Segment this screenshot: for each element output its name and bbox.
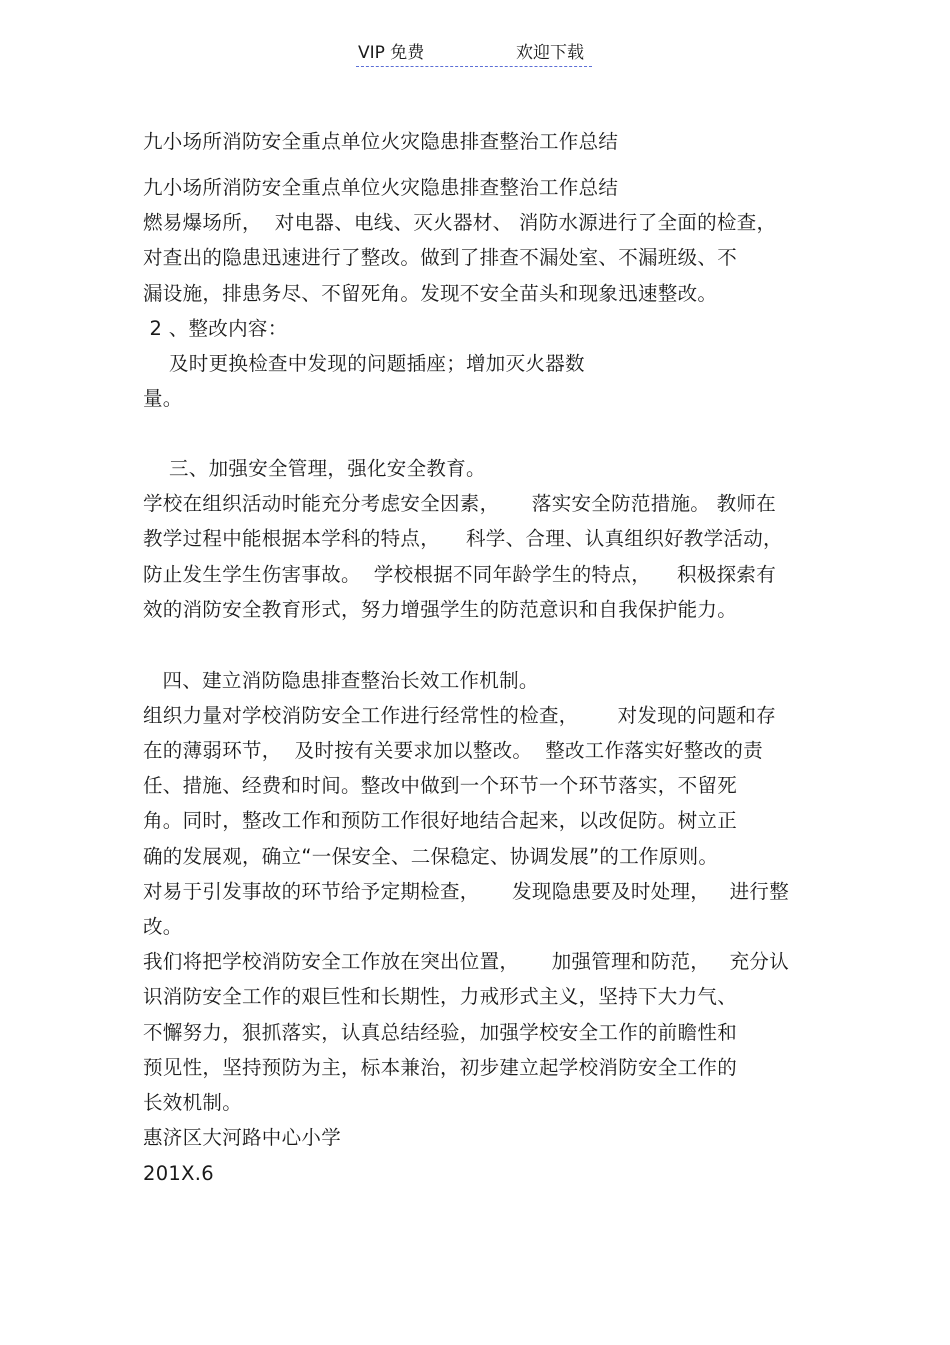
document-title: 九小场所消防安全重点单位火灾隐患排查整治工作总结 bbox=[143, 130, 619, 153]
page-header bbox=[356, 42, 592, 67]
paragraph-line: 改。 bbox=[143, 915, 183, 938]
paragraph-line: 确的发展观，确立“一保安全、二保稳定、协调发展”的工作原则。 bbox=[143, 845, 719, 868]
paragraph-line: 组织力量对学校消防安全工作进行经常性的检查， 对发现的问题和存 bbox=[143, 704, 776, 727]
paragraph-line: 对查出的隐患迅速进行了整改。做到了排查不漏处室、不漏班级、不 bbox=[143, 246, 738, 269]
paragraph-line: 识消防安全工作的艰巨性和长期性，力戒形式主义，坚持下大力气、 bbox=[143, 985, 738, 1008]
paragraph-line: 不懈努力，狠抓落实，认真总结经验，加强学校安全工作的前瞻性和 bbox=[143, 1021, 738, 1044]
signature-date: 201X.6 bbox=[143, 1162, 214, 1185]
paragraph-line: 在的薄弱环节， 及时按有关要求加以整改。 整改工作落实好整改的责 bbox=[143, 739, 763, 762]
paragraph-line: 学校在组织活动时能充分考虑安全因素， 落实安全防范措施。 教师在 bbox=[143, 492, 776, 515]
paragraph-line: 对易于引发事故的环节给予定期检查， 发现隐患要及时处理， 进行整 bbox=[143, 880, 789, 903]
paragraph-line: 防止发生学生伤害事故。 学校根据不同年龄学生的特点， 积极探索有 bbox=[143, 563, 776, 586]
paragraph-line: 九小场所消防安全重点单位火灾隐患排查整治工作总结 bbox=[143, 176, 619, 199]
section-heading: 四、建立消防隐患排查整治长效工作机制。 bbox=[143, 669, 539, 692]
paragraph-line: 长效机制。 bbox=[143, 1091, 243, 1114]
paragraph-line: 教学过程中能根据本学科的特点， 科学、合理、认真组织好教学活动， bbox=[143, 527, 783, 550]
paragraph-line: 燃易爆场所， 对电器、电线、灭火器材、 消防水源进行了全面的检查， bbox=[143, 211, 777, 234]
paragraph-line: 角。同时，整改工作和预防工作很好地结合起来，以改促防。树立正 bbox=[143, 809, 738, 832]
paragraph-line: 预见性，坚持预防为主，标本兼治，初步建立起学校消防安全工作的 bbox=[143, 1056, 738, 1079]
signature-school: 惠济区大河路中心小学 bbox=[143, 1126, 342, 1149]
section-heading: 三、加强安全管理，强化安全教育。 bbox=[143, 457, 486, 480]
paragraph-line: 及时更换检查中发现的问题插座；增加灭火器数 bbox=[143, 352, 585, 375]
welcome-download-label: 欢迎下载 bbox=[516, 43, 584, 63]
paragraph-line: 任、措施、经费和时间。整改中做到一个环节一个环节落实，不留死 bbox=[143, 774, 738, 797]
paragraph-line: 效的消防安全教育形式，努力增强学生的防范意识和自我保护能力。 bbox=[143, 598, 738, 621]
paragraph-line: 我们将把学校消防安全工作放在突出位置， 加强管理和防范， 充分认 bbox=[143, 950, 789, 973]
paragraph-line: 漏设施，排患务尽、不留死角。发现不安全苗头和现象迅速整改。 bbox=[143, 282, 718, 305]
vip-free-label: VIP 免费 bbox=[358, 43, 425, 63]
paragraph-line: 量。 bbox=[143, 387, 183, 410]
section-heading: 2 、整改内容： bbox=[143, 317, 288, 340]
